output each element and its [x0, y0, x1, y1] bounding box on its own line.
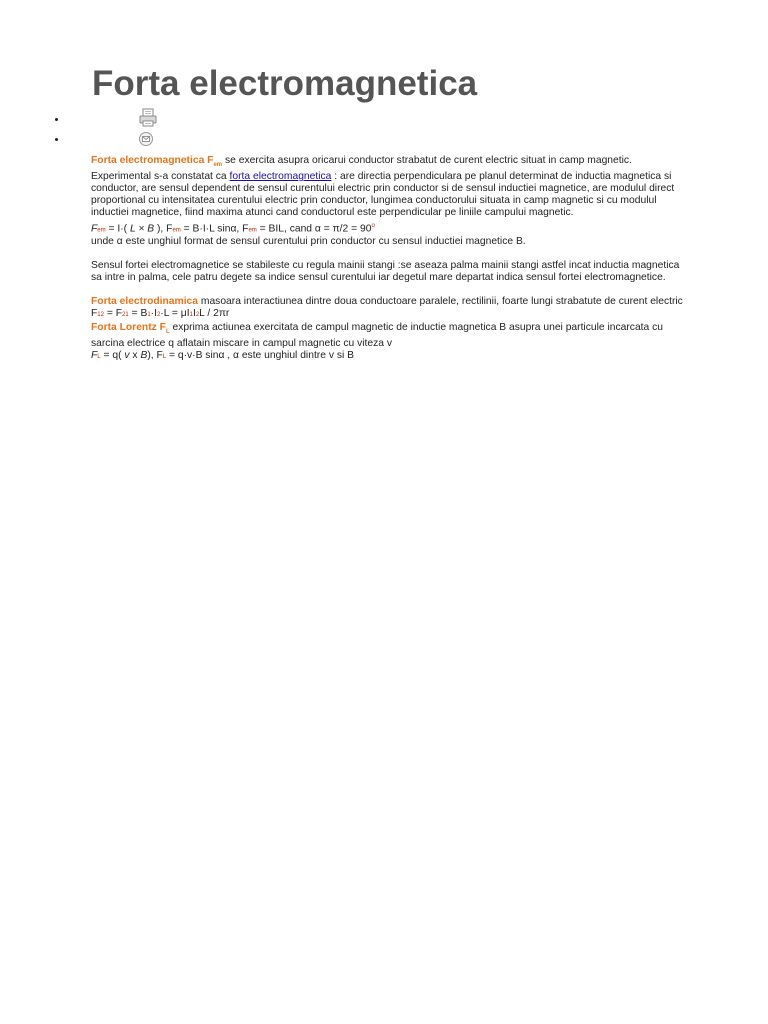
link-forta-electromagnetica[interactable]: forta electromagnetica: [229, 171, 332, 183]
formula-lorentz-force: FL = q( v x B), FL = q·v·B sinα , α este unghiul dintre v si B: [91, 349, 355, 361]
intro-paragraph: Forta electromagnetica $F_{em}$ se exercita asupra oricarui conductor strabatut de curent electric situat in camp magnetic. Experimental s-a constatat ca forta electromagnetica : are directia perpendiculara pe planul determinat de inductia magnetica si conductor, are sensul dependent de sensul curentului electric prin conductor si de sensul inductiei magnetice, are modulul direct proportional cu intensitatea curentului electric prin conductor, lungimea conductorului situata in camp magnetic si cu modulul inductiei magnetice, fiind maxima atunci cand conductorul este perpendicular pe liniile campului magnetic.: [91, 155, 675, 219]
formula-electromagnetic-force: Fem = I·( L × B ), Fem = B·I·L sinα, Fem = BIL, cand $\alpha = \pi/2 = 90^o$: [91, 222, 375, 234]
term-forta-lorentz: Forta Lorentz $F_L$: [91, 321, 170, 335]
formula-electrodynamic-force: F12 = F21 = B1·I2·L = μI1I2L / 2πr: [91, 308, 230, 320]
lorentz-force-paragraph: Forta Lorentz $F_L$ exprima actiunea exercitata de campul magnetic de inductie magnetica B asupra unei particule incarcata cu sarcina electrice q aflatain miscare in campul magnetic cu viteza v: [91, 321, 663, 349]
angle-definition: unde α este unghiul format de sensul curentului prin conductor cu sensul inductiei magnetice B.: [91, 236, 526, 248]
term-forta-electrodinamica: Forta electrodinamica: [91, 296, 199, 308]
electrodynamic-force-paragraph: Forta electrodinamica masoara interactiunea dintre doua conductoare paralele, rectilinii, foarte lungi strabatute de curent electric: [91, 296, 683, 308]
article-body: [91, 155, 688, 363]
email-icon[interactable]: [138, 131, 154, 154]
left-hand-rule-paragraph: Sensul fortei electromagnetice se stabileste cu regula mainii stangi :se aseaza palma mainii stangi astfel incat inductia magnetica sa intre in palma, cele patru degete sa indice sensul curentului iar degetul mare departat indica sensul fortei electromagnetice.: [91, 260, 680, 284]
tools-list: [54, 110, 68, 150]
term-forta-electromagnetica: Forta electromagnetica $F_{em}$: [91, 155, 223, 169]
page-title: Forta electromagnetica: [92, 64, 478, 103]
